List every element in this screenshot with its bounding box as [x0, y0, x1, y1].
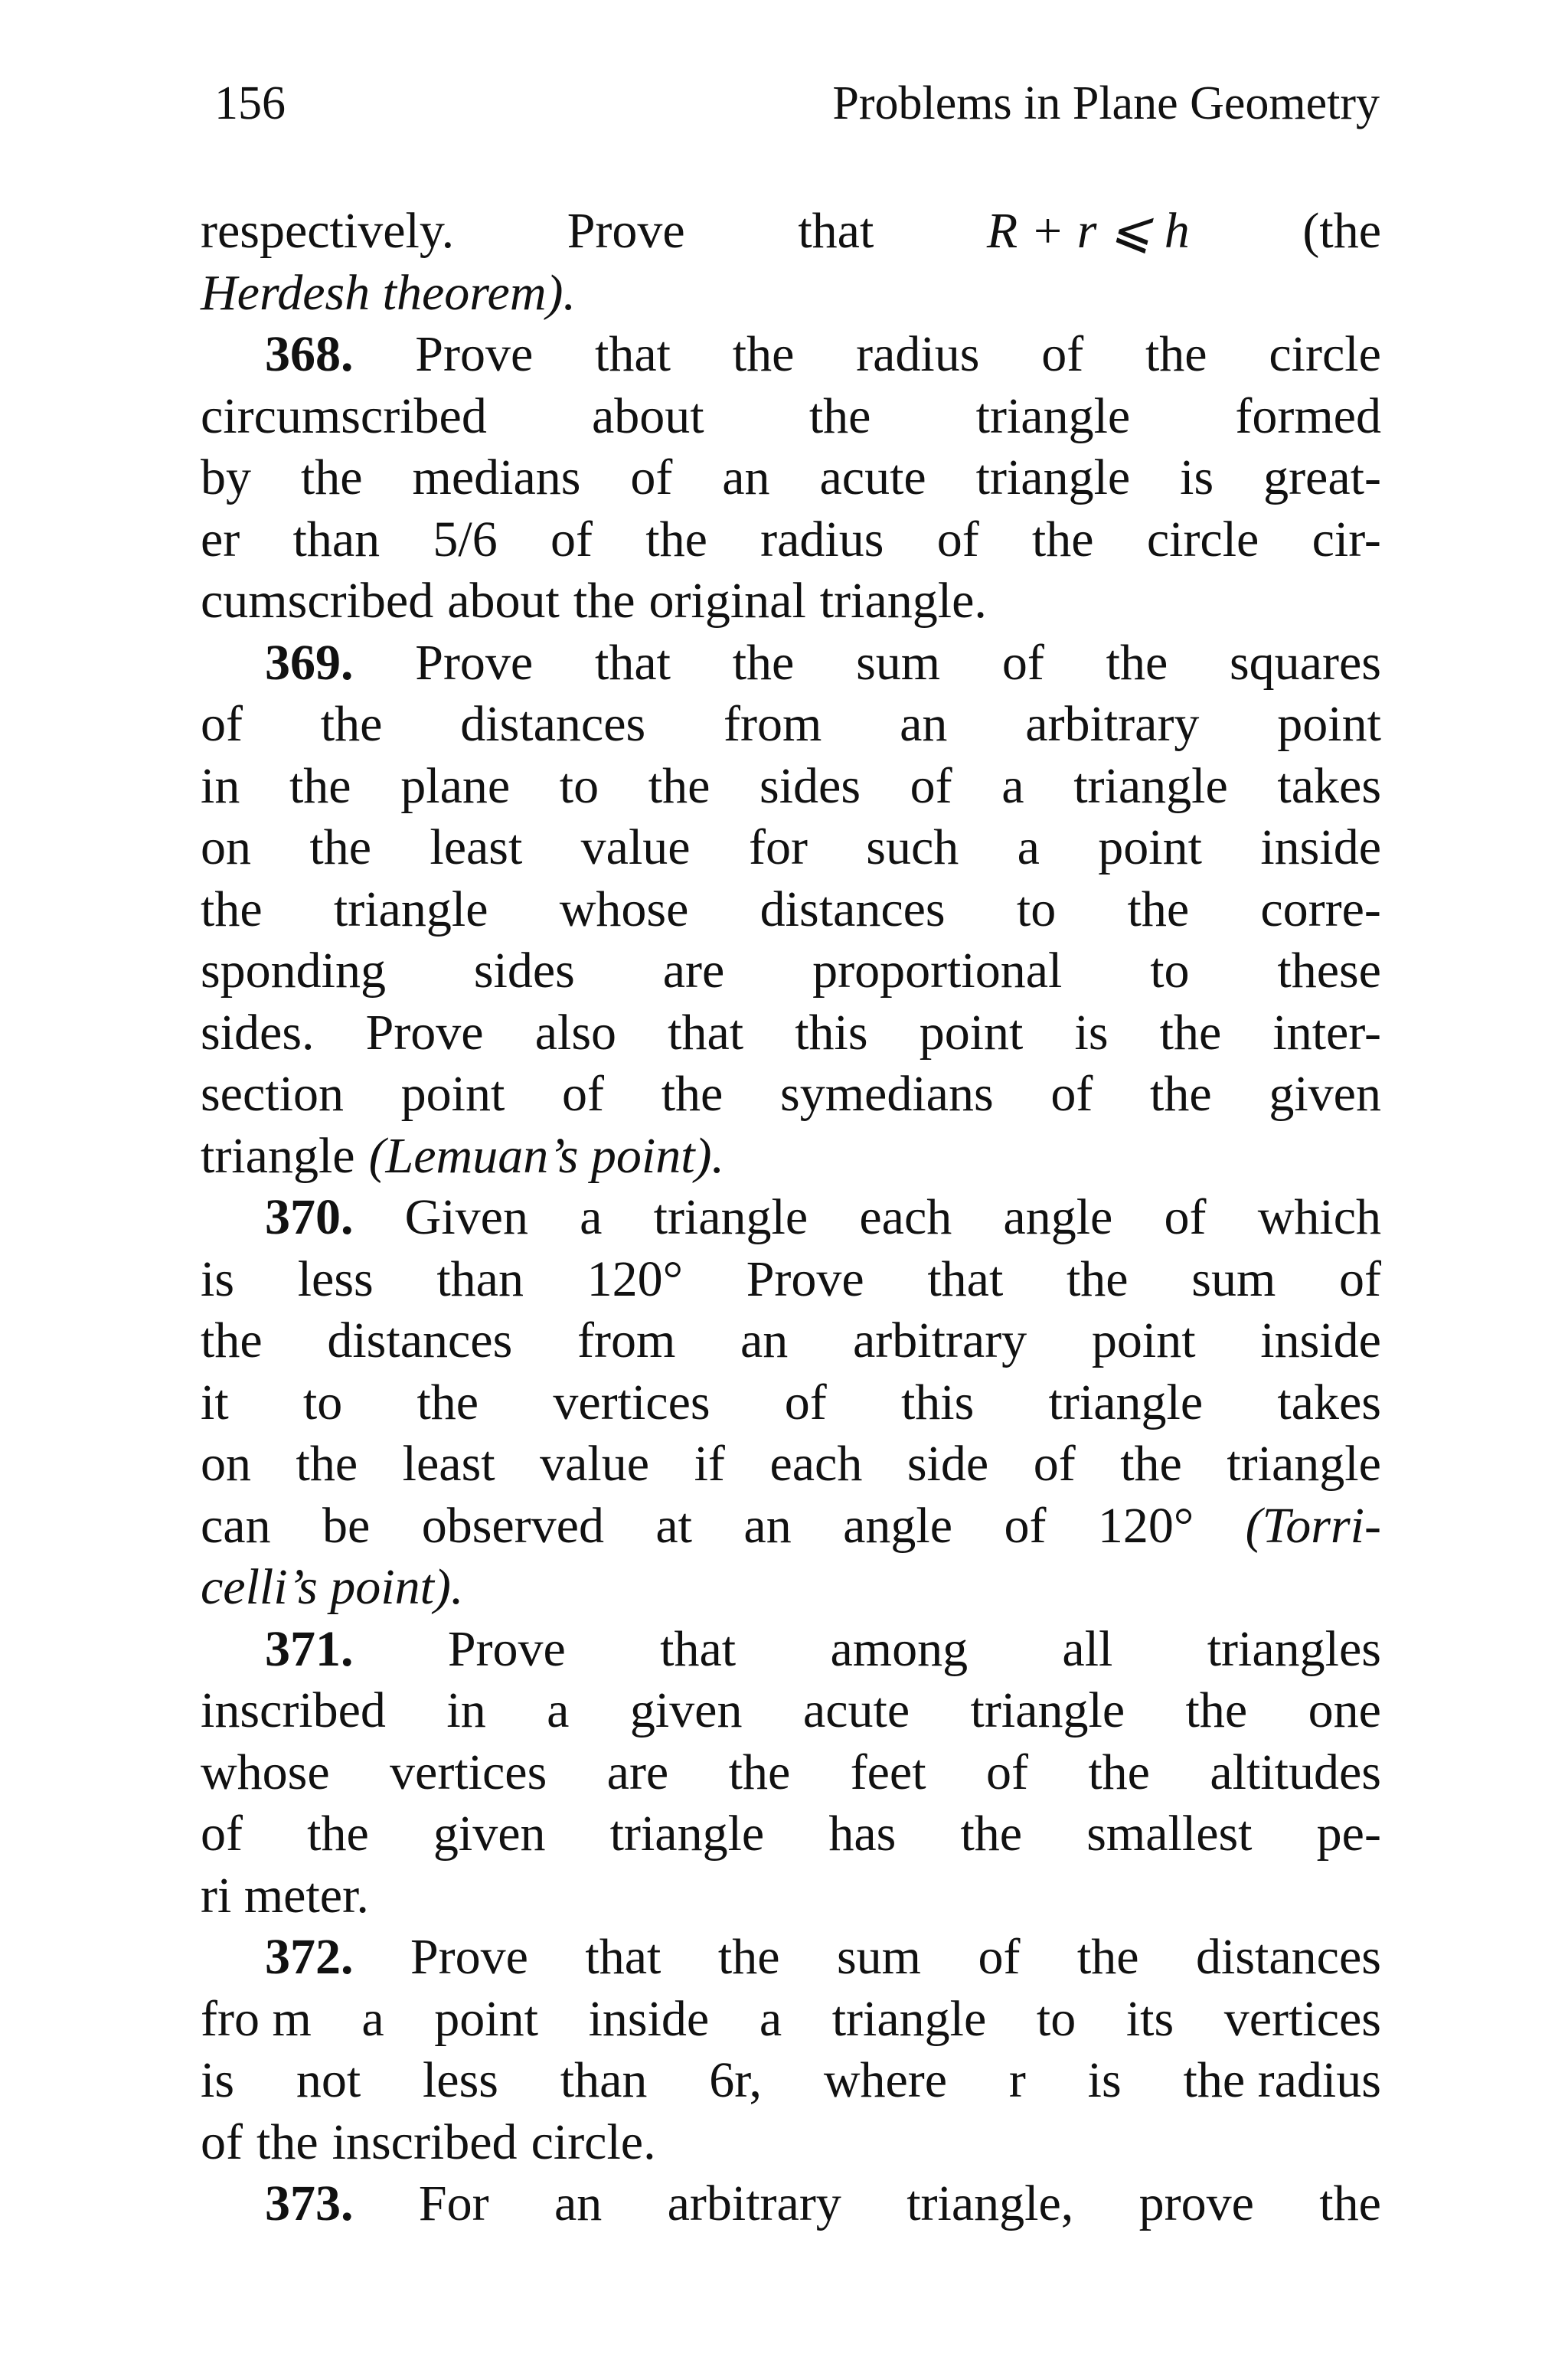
- word: the: [1145, 326, 1207, 382]
- word: sponding: [201, 943, 387, 999]
- word: is: [1074, 1004, 1109, 1061]
- problem-number: 373.: [265, 2176, 354, 2231]
- word: to: [559, 757, 599, 814]
- text-line: [201, 879, 1381, 941]
- word: that: [585, 1929, 662, 1985]
- word: triangle: [1048, 1374, 1204, 1430]
- word: the: [300, 450, 363, 505]
- word: the: [661, 1066, 724, 1122]
- word: on: [201, 1436, 251, 1492]
- text-line: [201, 2112, 1381, 2174]
- text-line: [201, 633, 1381, 695]
- word: of: [201, 2114, 243, 2170]
- word: these: [1277, 943, 1381, 999]
- word: sides: [760, 757, 861, 814]
- word: radius: [760, 511, 884, 567]
- problem-number: 372.: [265, 1929, 354, 1985]
- word: Prove: [746, 1250, 864, 1307]
- text-line: [201, 1187, 1381, 1249]
- word: the: [1106, 634, 1168, 691]
- text-line: [201, 1372, 1381, 1434]
- word: triangle: [201, 1127, 355, 1184]
- word: of: [978, 1929, 1021, 1985]
- word: that: [927, 1250, 1004, 1307]
- text-line: [201, 1064, 1381, 1126]
- word: r: [1008, 2052, 1026, 2108]
- problem-number: 371.: [265, 1620, 354, 1677]
- word: triangle: [609, 1806, 765, 1862]
- word: arbitrary: [667, 2176, 841, 2231]
- word: triangle: [831, 1990, 987, 2047]
- word: side: [906, 1436, 989, 1492]
- word: triangle: [975, 450, 1131, 505]
- text-line: [201, 1680, 1381, 1742]
- word: ri meter.: [201, 1867, 369, 1924]
- word: the: [732, 634, 795, 691]
- word: a: [580, 1189, 603, 1245]
- word: about: [447, 573, 560, 629]
- word: about: [592, 387, 704, 444]
- word: inscribed: [201, 1682, 386, 1738]
- word: which: [1257, 1189, 1381, 1245]
- word: least: [430, 819, 523, 875]
- text-line: [201, 1989, 1381, 2051]
- word: pe-: [1316, 1806, 1381, 1862]
- word: the: [1319, 2176, 1381, 2231]
- word: smallest: [1086, 1806, 1253, 1862]
- word: Given: [404, 1189, 528, 1245]
- word: angle: [1003, 1189, 1113, 1245]
- word: distances: [760, 881, 946, 937]
- word: by: [201, 450, 251, 505]
- word: Prove: [365, 1004, 484, 1061]
- word: angle: [843, 1497, 953, 1554]
- word: not: [296, 2052, 361, 2108]
- word: distances: [327, 1313, 513, 1368]
- word: this: [900, 1374, 975, 1430]
- word: whose: [201, 1744, 330, 1800]
- word: to: [1036, 1990, 1076, 2047]
- word: triangle,: [906, 2176, 1074, 2231]
- word: inscribed: [332, 2114, 518, 2170]
- word: the: [1076, 1929, 1139, 1985]
- word: the: [573, 573, 635, 629]
- word: fro m: [201, 1990, 312, 2047]
- text-line: [201, 324, 1381, 386]
- word: be: [322, 1497, 371, 1554]
- word: point: [434, 1990, 538, 2047]
- word: the: [1150, 1066, 1212, 1122]
- text-line: [201, 1310, 1381, 1372]
- word: point: [1277, 696, 1381, 752]
- word: a: [1001, 757, 1024, 814]
- word: than: [560, 2052, 648, 2108]
- word: sum: [856, 634, 941, 691]
- text-line: [201, 1803, 1381, 1865]
- word: the: [289, 757, 351, 814]
- word: to: [1150, 943, 1190, 999]
- word: of: [630, 450, 673, 505]
- word: section: [201, 1066, 344, 1122]
- word: (Torri-: [1245, 1497, 1381, 1554]
- text-line: [201, 1126, 1381, 1188]
- word: 6r,: [709, 2052, 763, 2108]
- word: all: [1062, 1620, 1113, 1677]
- word: given: [629, 1682, 743, 1738]
- word: acute: [819, 450, 926, 505]
- text-line: [201, 1619, 1381, 1681]
- word: formed: [1235, 387, 1381, 444]
- text-line: [201, 386, 1381, 448]
- word: the: [1185, 1682, 1248, 1738]
- word: prove: [1138, 2176, 1254, 2231]
- word: corre-: [1260, 881, 1381, 937]
- word: than: [292, 511, 381, 567]
- word: given: [433, 1806, 546, 1862]
- word: of: [201, 696, 243, 752]
- word: are: [662, 943, 725, 999]
- text-line: [201, 940, 1381, 1002]
- word: one: [1308, 1682, 1381, 1738]
- word: acute: [802, 1682, 910, 1738]
- word: from: [577, 1313, 676, 1368]
- word: to: [302, 1374, 343, 1430]
- word: the: [808, 387, 871, 444]
- word: a: [759, 1990, 782, 2047]
- word: the: [416, 1374, 479, 1430]
- word: the: [1120, 1436, 1182, 1492]
- word: vertices: [553, 1374, 710, 1430]
- word: from: [724, 696, 822, 752]
- word: the: [309, 819, 371, 875]
- word: to: [1016, 881, 1057, 937]
- word: that: [668, 1004, 744, 1061]
- word: triangle: [1227, 1436, 1381, 1492]
- word: proportional: [812, 943, 1063, 999]
- word: triangle: [653, 1189, 808, 1245]
- word: arbitrary: [1025, 696, 1200, 752]
- word: the: [1031, 511, 1094, 567]
- text-line: [201, 447, 1381, 509]
- word: the: [296, 1436, 358, 1492]
- word: such: [866, 819, 959, 875]
- word: among: [830, 1620, 969, 1677]
- word: the: [1159, 1004, 1222, 1061]
- running-title: Problems in Plane Geometry: [832, 77, 1380, 129]
- word: a: [361, 1990, 384, 2047]
- word: the: [320, 696, 383, 752]
- word: 5/6: [433, 511, 498, 567]
- word: the: [717, 1929, 780, 1985]
- word: whose: [559, 881, 689, 937]
- word: value: [540, 1436, 650, 1492]
- word: of: [1004, 1497, 1047, 1554]
- word: least: [402, 1436, 495, 1492]
- word: given: [1269, 1066, 1381, 1122]
- body-text: [201, 201, 1381, 2268]
- word: the radius: [1183, 2052, 1381, 2108]
- word: Prove: [415, 634, 534, 691]
- word: an: [740, 1313, 789, 1368]
- word: distances: [460, 696, 646, 752]
- word: of: [1050, 1066, 1093, 1122]
- word: at: [655, 1497, 693, 1554]
- word: squares: [1230, 634, 1381, 691]
- word: the: [1088, 1744, 1150, 1800]
- text-line: [201, 570, 1381, 633]
- problem-number: 370.: [265, 1189, 354, 1245]
- word: the: [648, 757, 710, 814]
- word: Prove: [415, 326, 534, 382]
- word: Prove: [567, 203, 685, 259]
- word: than: [436, 1250, 524, 1307]
- word: the: [732, 326, 795, 382]
- word: cumscribed: [201, 573, 434, 629]
- word: respectively.: [201, 203, 455, 259]
- word: the: [1066, 1250, 1129, 1307]
- word: (Lemuan’s point).: [368, 1127, 725, 1184]
- word: the: [307, 1806, 369, 1862]
- word: of: [1338, 1250, 1381, 1307]
- word: in: [201, 757, 240, 814]
- page-number: 156: [214, 77, 286, 129]
- text-line: [201, 509, 1381, 571]
- word: original: [648, 573, 806, 629]
- word: 120°: [586, 1250, 684, 1307]
- word: point: [1091, 1313, 1196, 1368]
- word: each: [859, 1189, 952, 1245]
- word: of: [201, 1806, 243, 1862]
- text-line: [201, 1496, 1381, 1558]
- word: a: [547, 1682, 570, 1738]
- word: radius: [856, 326, 980, 382]
- word: has: [828, 1806, 897, 1862]
- word: a: [1017, 819, 1040, 875]
- word: inside: [588, 1990, 710, 2047]
- word: is: [201, 2052, 235, 2108]
- problem-number: 369.: [265, 634, 354, 691]
- word: vertices: [1223, 1990, 1381, 2047]
- word: er: [201, 511, 240, 567]
- word: circumscribed: [201, 387, 487, 444]
- word: arbitrary: [852, 1313, 1027, 1368]
- word: value: [580, 819, 691, 875]
- text-line: [201, 201, 1381, 263]
- word: distances: [1196, 1929, 1381, 1985]
- word: 120°: [1097, 1497, 1194, 1554]
- text-line: [201, 817, 1381, 879]
- word: the: [256, 2114, 318, 2170]
- word: sum: [836, 1929, 921, 1985]
- word: of: [1041, 326, 1084, 382]
- word: that: [798, 203, 874, 259]
- word: that: [594, 634, 671, 691]
- word: is: [1087, 2052, 1122, 2108]
- word: less: [422, 2052, 498, 2108]
- word: medians: [412, 450, 581, 505]
- word: triangle: [970, 1682, 1125, 1738]
- word: of: [1001, 634, 1044, 691]
- text-line: [201, 1249, 1381, 1311]
- word: are: [606, 1744, 669, 1800]
- word: Prove: [410, 1929, 528, 1985]
- word: Herdesh theorem).: [201, 264, 576, 321]
- word: of: [562, 1066, 604, 1122]
- word: for: [748, 819, 808, 875]
- text-line: [201, 1865, 1381, 1927]
- word: circle.: [531, 2114, 656, 2170]
- word: in: [446, 1682, 486, 1738]
- word: of: [910, 757, 952, 814]
- text-line: [201, 263, 1381, 325]
- word: celli’s point).: [201, 1559, 464, 1615]
- text-line: [201, 1927, 1381, 1989]
- word: R + r ⩽ h: [986, 203, 1190, 259]
- word: its: [1125, 1990, 1174, 2047]
- word: it: [201, 1374, 229, 1430]
- text-line: [201, 2050, 1381, 2112]
- word: inter-: [1272, 1004, 1381, 1061]
- word: of: [936, 511, 979, 567]
- word: of: [1164, 1189, 1207, 1245]
- word: an: [743, 1497, 792, 1554]
- word: (the: [1302, 203, 1381, 259]
- running-header: [214, 69, 1380, 138]
- word: triangle: [1073, 757, 1228, 814]
- word: the: [960, 1806, 1023, 1862]
- word: inside: [1260, 819, 1381, 875]
- word: takes: [1277, 757, 1381, 814]
- word: altitudes: [1210, 1744, 1381, 1800]
- word: where: [823, 2052, 948, 2108]
- word: of: [550, 511, 593, 567]
- word: of: [985, 1744, 1028, 1800]
- text-line: [201, 1002, 1381, 1064]
- word: great-: [1263, 450, 1381, 505]
- word: point: [1098, 819, 1202, 875]
- word: sides.: [201, 1004, 315, 1061]
- word: For: [418, 2176, 489, 2231]
- text-line: [201, 1557, 1381, 1619]
- word: sides: [473, 943, 575, 999]
- word: symedians: [780, 1066, 994, 1122]
- text-line: [201, 2173, 1381, 2235]
- text-line: [201, 1742, 1381, 1804]
- word: this: [795, 1004, 868, 1061]
- word: observed: [421, 1497, 604, 1554]
- word: plane: [400, 757, 511, 814]
- word: is: [1180, 450, 1214, 505]
- word: triangle.: [819, 573, 987, 629]
- word: is: [201, 1250, 235, 1307]
- word: that: [595, 326, 671, 382]
- word: can: [201, 1497, 271, 1554]
- word: point: [919, 1004, 1024, 1061]
- word: an: [900, 696, 948, 752]
- word: inside: [1260, 1313, 1381, 1368]
- word: triangle: [975, 387, 1131, 444]
- text-line: [201, 1434, 1381, 1496]
- word: Prove: [447, 1620, 566, 1677]
- word: the: [645, 511, 707, 567]
- word: the: [728, 1744, 791, 1800]
- text-line: [201, 694, 1381, 756]
- word: the: [1127, 881, 1190, 937]
- word: feet: [850, 1744, 926, 1800]
- word: less: [297, 1250, 374, 1307]
- word: sum: [1191, 1250, 1276, 1307]
- word: takes: [1277, 1374, 1381, 1430]
- problem-number: 368.: [265, 326, 354, 382]
- word: circle: [1146, 511, 1259, 567]
- word: vertices: [390, 1744, 547, 1800]
- word: cir-: [1312, 511, 1381, 567]
- word: an: [554, 2176, 603, 2231]
- word: triangle: [333, 881, 488, 937]
- word: of: [1033, 1436, 1076, 1492]
- word: triangles: [1207, 1620, 1381, 1677]
- word: each: [769, 1436, 863, 1492]
- word: also: [534, 1004, 617, 1061]
- word: an: [722, 450, 770, 505]
- word: of: [784, 1374, 827, 1430]
- word: the: [201, 1313, 263, 1368]
- word: on: [201, 819, 251, 875]
- word: that: [660, 1620, 737, 1677]
- word: circle: [1269, 326, 1381, 382]
- text-line: [201, 756, 1381, 818]
- word: point: [400, 1066, 505, 1122]
- word: the: [201, 881, 263, 937]
- word: if: [694, 1436, 725, 1492]
